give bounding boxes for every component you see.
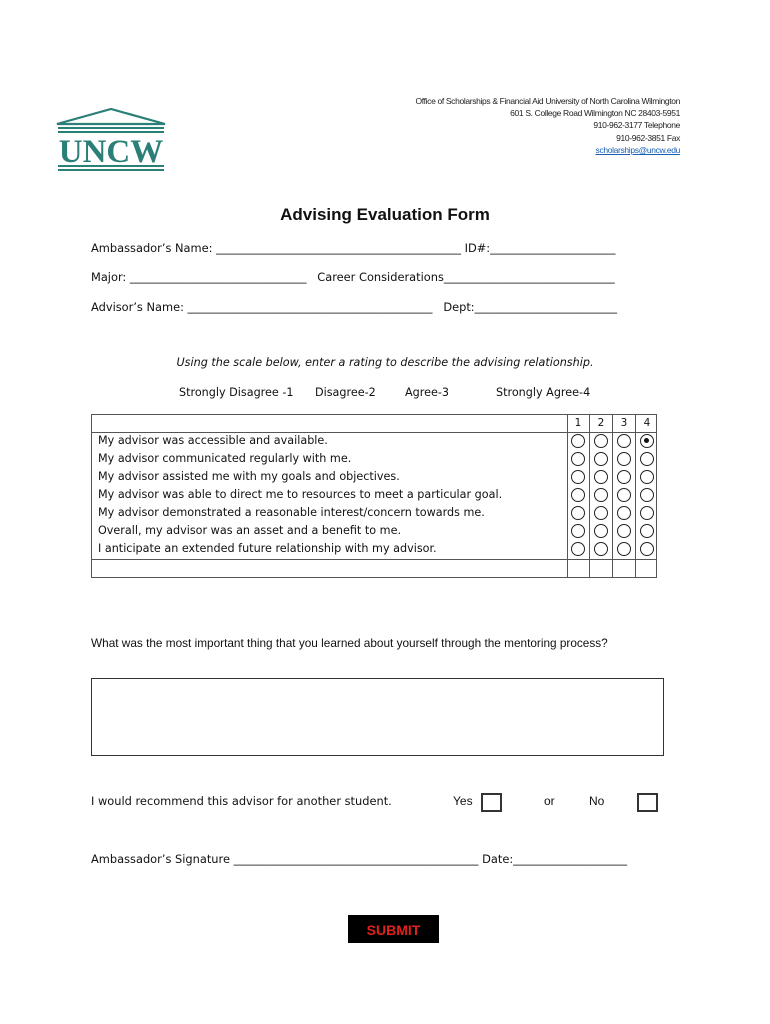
contact-office: Office of Scholarships & Financial Aid University of North Carolina Wilmington: [415, 96, 680, 106]
rating-col-1-header: 1: [574, 417, 582, 429]
rating-radio-r2-c3[interactable]: [617, 452, 631, 466]
rating-radio-r3-c3[interactable]: [617, 470, 631, 484]
rating-radio-r5-c3[interactable]: [617, 506, 631, 520]
rating-radio-r4-c1[interactable]: [571, 488, 585, 502]
rating-radio-r3-c1[interactable]: [571, 470, 585, 484]
contact-address: 601 S. College Road Wilmington NC 28403-5951: [510, 108, 680, 119]
rating-radio-r5-c2[interactable]: [594, 506, 608, 520]
contact-phone: 910-962-3177 Telephone: [593, 120, 680, 131]
rating-radio-r1-c3[interactable]: [617, 434, 631, 448]
rating-radio-r2-c4[interactable]: [640, 452, 654, 466]
scale-agree: Agree-3: [405, 386, 450, 399]
recommend-statement: I would recommend this advisor for another student.: [91, 794, 392, 808]
rating-radio-r6-c4[interactable]: [640, 524, 654, 538]
rating-radio-r4-c3[interactable]: [617, 488, 631, 502]
rating-radio-r7-c3[interactable]: [617, 542, 631, 556]
scale-instruction: Using the scale below, enter a rating to describe the advising relationship.: [176, 356, 594, 369]
rating-radio-r7-c1[interactable]: [571, 542, 585, 556]
rating-radio-r3-c4[interactable]: [640, 470, 654, 484]
recommend-yes-checkbox[interactable]: [481, 793, 502, 812]
contact-fax: 910-962-3851 Fax: [616, 132, 680, 143]
rating-radio-r4-c2[interactable]: [594, 488, 608, 502]
rating-radio-r6-c2[interactable]: [594, 524, 608, 538]
recommend-no-checkbox[interactable]: [637, 793, 658, 812]
rating-table: [91, 414, 657, 578]
statement-resources: My advisor was able to direct me to resources to meet a particular goal.: [98, 488, 503, 501]
rating-radio-r3-c2[interactable]: [594, 470, 608, 484]
advisor-name-dept-field[interactable]: Advisor’s Name: ___________________________________________ Dept:_________________________: [91, 300, 618, 314]
rating-col-3-header: 3: [620, 417, 628, 429]
rating-radio-r6-c1[interactable]: [571, 524, 585, 538]
statement-accessible: My advisor was accessible and available.: [98, 434, 328, 447]
recommend-or-label: or: [544, 794, 555, 808]
rating-radio-r7-c2[interactable]: [594, 542, 608, 556]
ambassador-name-id-field[interactable]: Ambassador’s Name: ___________________________________________ ID#:______________________: [91, 241, 616, 255]
rating-radio-r2-c2[interactable]: [594, 452, 608, 466]
rating-radio-r1-c1[interactable]: [571, 434, 585, 448]
statement-asset: Overall, my advisor was an asset and a benefit to me.: [98, 524, 402, 537]
recommend-yes-label: Yes: [453, 794, 473, 808]
rating-radio-r6-c3[interactable]: [617, 524, 631, 538]
statement-communicated: My advisor communicated regularly with me.: [98, 452, 352, 465]
mentoring-question: What was the most important thing that you learned about yourself through the mentoring process?: [91, 636, 608, 650]
rating-radio-r1-c4-selected[interactable]: [640, 434, 654, 448]
rating-col-2-header: 2: [597, 417, 605, 429]
major-career-field[interactable]: Major: _______________________________ Career Considerations______________________________: [91, 270, 615, 284]
logo-wordmark: UNCW: [58, 134, 164, 170]
signature-date-field[interactable]: Ambassador’s Signature ___________________________________________ Date:____________________: [91, 852, 628, 866]
mentoring-answer-textarea[interactable]: [91, 678, 664, 756]
statement-future: I anticipate an extended future relationship with my advisor.: [98, 542, 437, 555]
scale-strongly-disagree: Strongly Disagree -1: [179, 386, 294, 399]
rating-radio-r7-c4[interactable]: [640, 542, 654, 556]
uncw-logo: [55, 108, 167, 174]
rating-radio-r2-c1[interactable]: [571, 452, 585, 466]
scale-disagree: Disagree-2: [315, 386, 376, 399]
form-title: Advising Evaluation Form: [280, 205, 490, 224]
contact-email-link[interactable]: scholarships@uncw.edu: [595, 144, 680, 155]
uncw-logo-graphic: [55, 108, 167, 174]
statement-interest: My advisor demonstrated a reasonable interest/concern towards me.: [98, 506, 485, 519]
rating-col-4-header: 4: [643, 417, 651, 429]
statement-goals: My advisor assisted me with my goals and objectives.: [98, 470, 400, 483]
contact-block: [416, 95, 681, 156]
recommend-no-label: No: [589, 794, 605, 808]
rating-radio-r1-c2[interactable]: [594, 434, 608, 448]
rating-radio-r5-c4[interactable]: [640, 506, 654, 520]
rating-radio-r5-c1[interactable]: [571, 506, 585, 520]
rating-radio-r4-c4[interactable]: [640, 488, 654, 502]
scale-strongly-agree: Strongly Agree-4: [496, 386, 591, 399]
submit-button[interactable]: SUBMIT: [348, 915, 439, 943]
